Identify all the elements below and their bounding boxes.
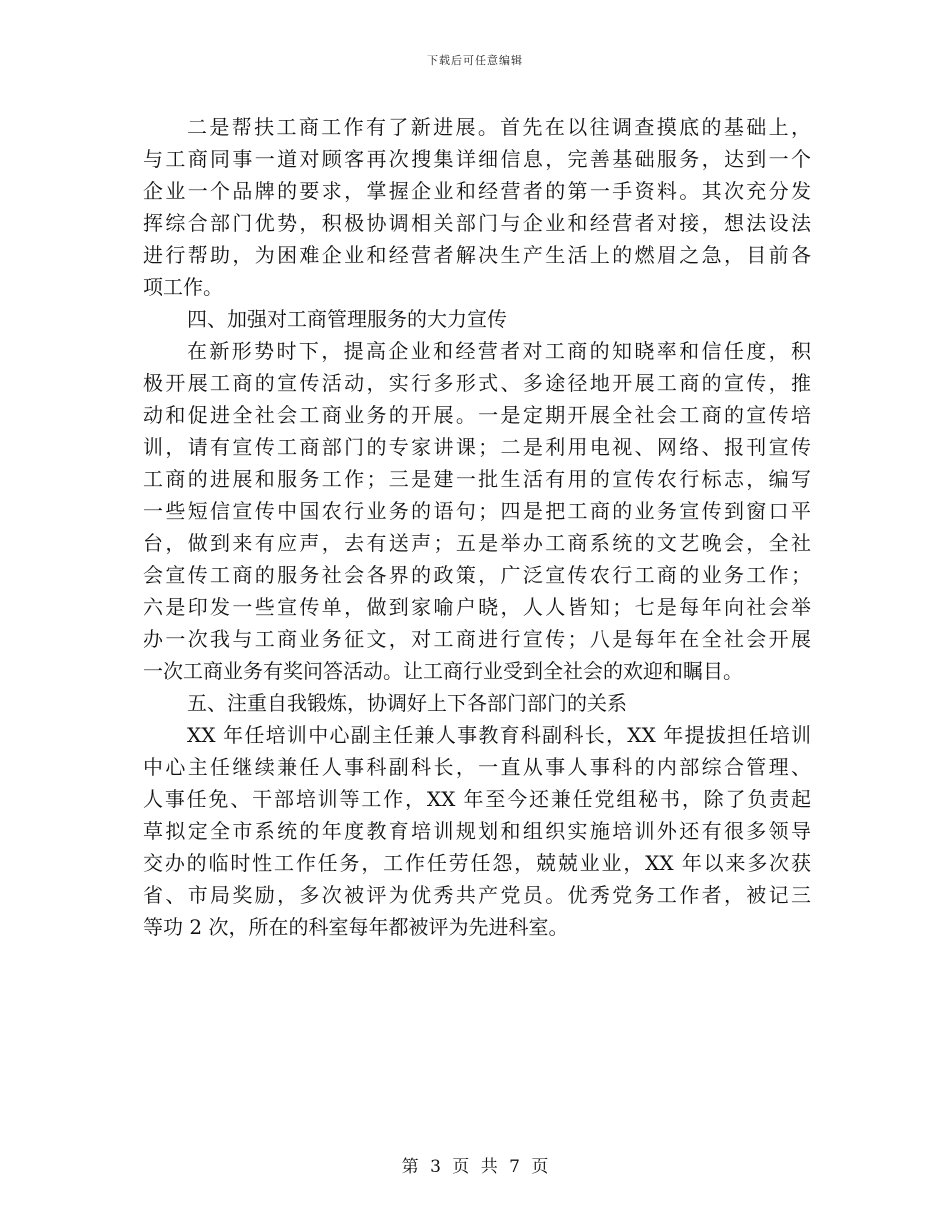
text-line: 训，请有宣传工商部门的专家讲课；二是利用电视、网络、报刊宣传 — [143, 435, 811, 459]
text-line: 省、市局奖励，多次被评为优秀共产党员。优秀党务工作者，被记三 — [143, 883, 811, 907]
text-line: 会宣传工商的服务社会各界的政策，广泛宣传农行工商的业务工作； — [143, 563, 811, 587]
text-line: 极开展工商的宣传活动，实行多形式、多途径地开展工商的宣传，推 — [143, 371, 811, 395]
text-line: 办一次我与工商业务征文，对工商进行宣传；八是每年在全社会开展 — [143, 627, 811, 651]
text-line: 台，做到来有应声，去有送声；五是举办工商系统的文艺晚会，全社 — [143, 531, 811, 555]
text-line: 等功 2 次，所在的科室每年都被评为先进科室。 — [143, 915, 569, 939]
section-heading — [143, 687, 811, 719]
paragraph — [143, 719, 811, 943]
paragraph — [143, 111, 811, 303]
text-line: 交办的临时性工作任务，工作任劳任怨，兢兢业业，XX 年以来多次获 — [143, 851, 811, 875]
text-line: 企业一个品牌的要求，掌握企业和经营者的第一手资料。其次充分发 — [143, 179, 811, 203]
text-line: 六是印发一些宣传单，做到家喻户晓，人人皆知；七是每年向社会举 — [143, 595, 811, 619]
section-heading — [143, 303, 811, 335]
text-line: 挥综合部门优势，积极协调相关部门与企业和经营者对接，想法设法 — [143, 211, 811, 235]
document-body — [143, 111, 811, 943]
text-line: 草拟定全市系统的年度教育培训规划和组织实施培训外还有很多领导 — [143, 819, 811, 843]
text-line: 中心主任继续兼任人事科副科长，一直从事人事科的内部综合管理、 — [143, 755, 811, 779]
heading-text: 四、加强对工商管理服务的大力宣传 — [187, 307, 507, 331]
page-number: 第 3 页 共 7 页 — [401, 1157, 549, 1177]
text-line: 二是帮扶工商工作有了新进展。首先在以往调查摸底的基础上， — [187, 115, 811, 139]
text-line: 进行帮助，为困难企业和经营者解决生产生活上的燃眉之急，目前各 — [143, 243, 811, 267]
text-line: 与工商同事一道对顾客再次搜集详细信息，完善基础服务，达到一个 — [143, 147, 811, 171]
text-line: 一次工商业务有奖问答活动。让工商行业受到全社会的欢迎和瞩目。 — [143, 659, 743, 683]
text-line: 项工作。 — [143, 275, 223, 299]
paragraph — [143, 335, 811, 687]
text-line: XX 年任培训中心副主任兼人事教育科副科长，XX 年提拔担任培训 — [187, 723, 811, 747]
text-line: 在新形势时下，提高企业和经营者对工商的知晓率和信任度，积 — [187, 339, 811, 363]
text-line: 工商的进展和服务工作；三是建一批生活有用的宣传农行标志，编写 — [143, 467, 811, 491]
text-line: 动和促进全社会工商业务的开展。一是定期开展全社会工商的宣传培 — [143, 403, 811, 427]
text-line: 人事任免、干部培训等工作，XX 年至今还兼任党组秘书，除了负责起 — [143, 787, 811, 811]
heading-text: 五、注重自我锻炼，协调好上下各部门部门的关系 — [187, 691, 627, 715]
page-header: 下载后可任意编辑 — [427, 54, 523, 67]
text-line: 一些短信宣传中国农行业务的语句；四是把工商的业务宣传到窗口平 — [143, 499, 811, 523]
